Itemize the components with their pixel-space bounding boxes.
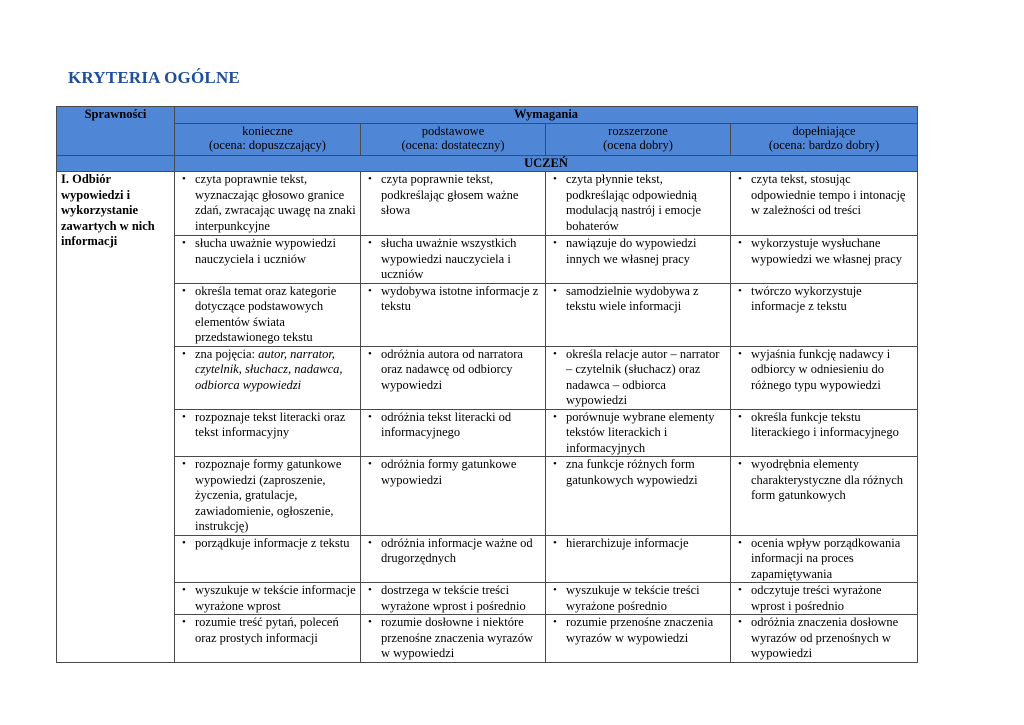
bullet-icon: • <box>182 347 186 360</box>
bullet-icon: • <box>368 410 372 423</box>
bullet-icon: • <box>368 584 372 596</box>
criteria-cell <box>361 583 546 615</box>
criteria-cell <box>731 457 918 536</box>
bullet-icon: • <box>182 616 186 628</box>
criteria-cell <box>361 283 546 346</box>
criteria-cell <box>175 346 361 409</box>
criteria-cell <box>175 409 361 457</box>
criteria-cell <box>175 583 361 615</box>
criteria-cell <box>361 236 546 284</box>
criterion-text: porównuje wybrane elementy tekstów literackich i informacyjnych <box>566 409 715 455</box>
criteria-cell <box>546 457 731 536</box>
criteria-cell <box>731 283 918 346</box>
criterion-text: odróżnia znaczenia dosłowne wyrazów od przenośnych w wypowiedzi <box>751 615 899 660</box>
bullet-icon: • <box>368 173 372 185</box>
page-title: KRYTERIA OGÓLNE <box>68 68 240 87</box>
criterion-text: odczytuje treści wyrażone wprost i pośrednio <box>751 583 882 613</box>
table-row <box>57 409 918 457</box>
bullet-icon: • <box>368 458 372 470</box>
criteria-cell <box>361 457 546 536</box>
criteria-cell <box>546 346 731 409</box>
criteria-cell <box>175 457 361 536</box>
level-header: podstawowe (ocena: dostateczny) <box>361 123 546 155</box>
criterion-text: rozumie treść pytań, poleceń oraz prostych informacji <box>195 615 339 645</box>
criteria-cell <box>731 409 918 457</box>
bullet-icon: • <box>553 237 557 249</box>
criterion-text: porządkuje informacje z tekstu <box>195 535 350 550</box>
criterion-text: ocenia wpływ porządkowania informacji na proces zapamiętywania <box>751 535 901 581</box>
bullet-icon: • <box>738 237 742 249</box>
table-row <box>57 283 918 346</box>
bullet-icon: • <box>182 536 186 549</box>
criteria-cell <box>175 283 361 346</box>
criteria-cell <box>546 172 731 236</box>
table-row <box>57 346 918 409</box>
bullet-icon: • <box>738 410 742 423</box>
bullet-icon: • <box>553 536 557 549</box>
bullet-icon: • <box>553 284 557 297</box>
criteria-cell <box>731 615 918 663</box>
criterion-text: rozpoznaje tekst literacki oraz tekst informacyjny <box>195 409 346 439</box>
criteria-cell <box>546 535 731 583</box>
table-row <box>57 172 918 236</box>
criteria-cell <box>546 409 731 457</box>
level-header: rozszerzone (ocena dobry) <box>546 123 731 155</box>
criterion-text: zna funkcje różnych form gatunkowych wypowiedzi <box>566 457 698 487</box>
bullet-icon: • <box>368 536 372 549</box>
criterion-text: wyszukuje w tekście informacje wyrażone wprost <box>195 583 356 613</box>
level-header: konieczne (ocena: dopuszczający) <box>175 123 361 155</box>
criterion-text: wydobywa istotne informacje z tekstu <box>381 283 539 313</box>
bullet-icon: • <box>553 173 557 185</box>
bullet-icon: • <box>182 584 186 596</box>
criteria-table <box>56 106 918 663</box>
criterion-text: określa funkcje tekstu literackiego i informacyjnego <box>751 409 899 439</box>
criteria-cell <box>546 236 731 284</box>
bullet-icon: • <box>738 536 742 549</box>
criterion-text: hierarchizuje informacje <box>566 535 689 550</box>
criteria-cell <box>731 535 918 583</box>
bullet-icon: • <box>738 584 742 596</box>
table-row <box>57 236 918 284</box>
criteria-cell <box>361 535 546 583</box>
criterion-text: słucha uważnie wszystkich wypowiedzi nauczyciela i uczniów <box>381 236 517 281</box>
criteria-cell <box>731 172 918 236</box>
bullet-icon: • <box>738 347 742 360</box>
criteria-cell <box>731 346 918 409</box>
criterion-text: wykorzystuje wysłuchane wypowiedzi we własnej pracy <box>751 236 902 266</box>
criterion-text: czyta tekst, stosując odpowiednie tempo i intonację w zależności od treści <box>751 172 906 217</box>
level-header: dopełniające (ocena: bardzo dobry) <box>731 123 918 155</box>
criterion-text: odróżnia autora od narratora oraz nadawcę od odbiorcy wypowiedzi <box>381 346 523 392</box>
criterion-text: określa relacje autor – narrator – czytelnik (słuchacz) oraz nadawca – odbiorca wypowiedzi <box>566 346 720 407</box>
criterion-text: wyszukuje w tekście treści wyrażone pośrednio <box>566 583 700 613</box>
criteria-cell <box>175 535 361 583</box>
student-header: UCZEŃ <box>175 155 918 172</box>
bullet-icon: • <box>738 616 742 628</box>
table-row <box>57 583 918 615</box>
bullet-icon: • <box>553 458 557 470</box>
bullet-icon: • <box>738 458 742 470</box>
bullet-icon: • <box>738 173 742 185</box>
criteria-cell <box>175 172 361 236</box>
criterion-text: czyta płynnie tekst, podkreślając odpowiednią modulacją nastrój i emocje bohaterów <box>566 172 702 233</box>
criterion-text: dostrzega w tekście treści wyrażone wprost i pośrednio <box>381 583 526 613</box>
bullet-icon: • <box>182 410 186 423</box>
criterion-text: nawiązuje do wypowiedzi innych we własnej pracy <box>566 236 697 266</box>
criterion-text: twórczo wykorzystuje informacje z tekstu <box>751 283 862 313</box>
criterion-text: rozumie dosłowne i niektóre przenośne znaczenia wyrazów w wypowiedzi <box>381 615 533 660</box>
criteria-cell <box>546 583 731 615</box>
bullet-icon: • <box>368 284 372 297</box>
criterion-text: odróżnia tekst literacki od informacyjnego <box>381 409 512 439</box>
criterion-prefix: zna pojęcia: <box>195 346 259 361</box>
criterion-text: wyjaśnia funkcję nadawcy i odbiorcy w odniesieniu do różnego typu wypowiedzi <box>751 346 891 392</box>
criterion-text: czyta poprawnie tekst, podkreślając głosem ważne słowa <box>381 172 519 217</box>
criteria-cell <box>361 409 546 457</box>
criterion-text: odróżnia formy gatunkowe wypowiedzi <box>381 457 517 487</box>
skill-cell: I. Odbiór wypowiedzi i wykorzystanie zawartych w nich informacji <box>57 172 175 663</box>
criterion-terms: autor, narrator, czytelnik, słuchacz, nadawca, odbiorca wypowiedzi <box>195 346 343 392</box>
bullet-icon: • <box>368 616 372 628</box>
criterion-text: czyta poprawnie tekst, wyznaczając głosowo granice zdań, zwracając uwagę na znaki interpunkcyjne <box>195 172 356 233</box>
bullet-icon: • <box>182 284 186 297</box>
criteria-cell <box>731 583 918 615</box>
criterion-text: odróżnia informacje ważne od drugorzędnych <box>381 535 533 565</box>
bullet-icon: • <box>553 410 557 423</box>
table-row <box>57 457 918 536</box>
bullet-icon: • <box>553 584 557 596</box>
skill-column-header: Sprawności <box>57 107 175 156</box>
table-row <box>57 615 918 663</box>
bullet-icon: • <box>182 237 186 249</box>
bullet-icon: • <box>553 616 557 628</box>
criteria-cell <box>361 172 546 236</box>
criterion-text: wyodrębnia elementy charakterystyczne dla różnych form gatunkowych <box>751 457 904 502</box>
bullet-icon: • <box>738 284 742 297</box>
criteria-cell <box>175 615 361 663</box>
bullet-icon: • <box>182 458 186 470</box>
criterion-text: rozumie przenośne znaczenia wyrazów w wypowiedzi <box>566 615 714 645</box>
bullet-icon: • <box>368 347 372 360</box>
criterion-text: rozpoznaje formy gatunkowe wypowiedzi (zaproszenie, życzenia, gratulacje, zawiadomienie, ogłoszenie, instrukcję) <box>195 457 342 533</box>
header-spacer <box>57 155 175 172</box>
criteria-cell <box>731 236 918 284</box>
criteria-cell <box>361 615 546 663</box>
criterion-text: słucha uważnie wypowiedzi nauczyciela i uczniów <box>195 236 336 266</box>
bullet-icon: • <box>368 237 372 249</box>
criterion-text: samodzielnie wydobywa z tekstu wiele informacji <box>566 283 699 313</box>
criteria-cell <box>546 283 731 346</box>
criteria-cell <box>361 346 546 409</box>
criterion-text: określa temat oraz kategorie dotyczące podstawowych elementów świata przedstawionego tekstu <box>195 283 337 344</box>
requirements-header: Wymagania <box>175 107 918 124</box>
criteria-cell <box>175 236 361 284</box>
table-row <box>57 535 918 583</box>
bullet-icon: • <box>182 173 186 185</box>
criteria-cell <box>546 615 731 663</box>
bullet-icon: • <box>553 347 557 360</box>
